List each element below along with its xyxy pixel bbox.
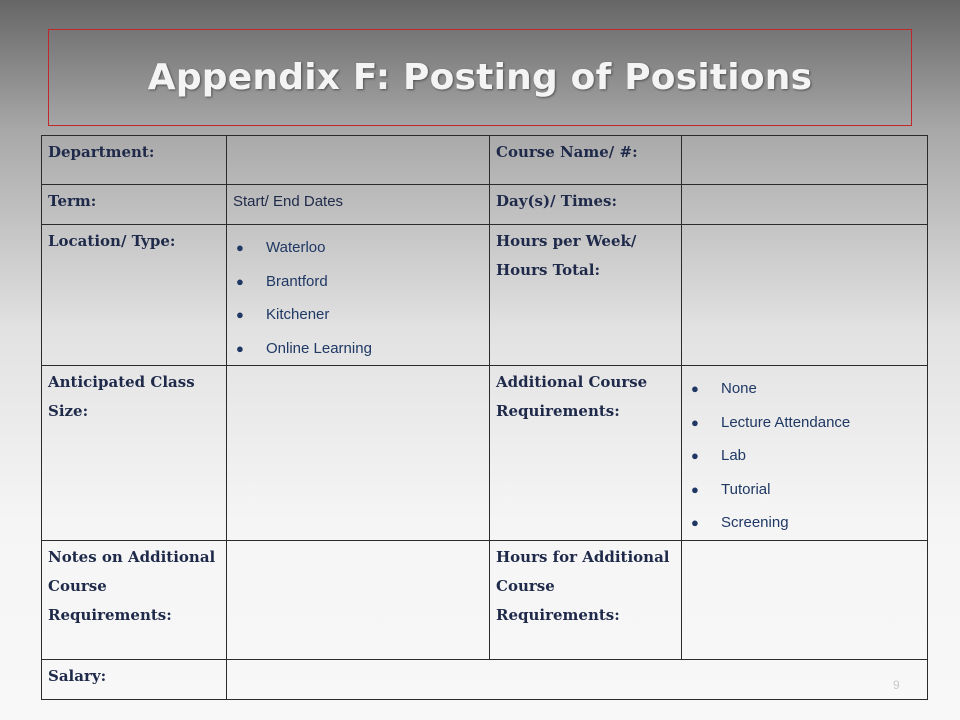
term-label: Term:: [42, 185, 227, 225]
location-option[interactable]: [233, 265, 483, 299]
requirement-option-label: Tutorial: [721, 480, 771, 498]
location-option-label: Waterloo: [266, 239, 326, 256]
bullet-icon: ●: [691, 448, 699, 463]
department-label: Department:: [42, 136, 227, 185]
location-option[interactable]: [233, 231, 483, 265]
location-option-label: Online Learning: [266, 339, 372, 357]
bullet-icon: ●: [691, 481, 699, 497]
requirement-option-label: Screening: [721, 514, 789, 531]
page-number: 9: [893, 678, 900, 692]
bullet-icon: ●: [691, 515, 699, 530]
salary-field[interactable]: [227, 659, 928, 699]
notes-label: Notes on Additional Course Requirements:: [42, 540, 227, 659]
table-row: [42, 185, 928, 225]
days-times-field[interactable]: [682, 185, 928, 225]
bullet-icon: ●: [691, 381, 699, 396]
page-title: Appendix F: Posting of Positions: [147, 57, 813, 98]
bullet-icon: ●: [236, 273, 244, 289]
salary-label: Salary:: [42, 659, 227, 699]
table-row: [42, 540, 928, 659]
table-row: [42, 366, 928, 541]
bullet-icon: ●: [236, 307, 244, 322]
class-size-field[interactable]: [227, 366, 490, 541]
location-options-cell: [227, 225, 490, 366]
hours-additional-label: Hours for Additional Course Requirements:: [490, 540, 682, 659]
requirement-option-label: Lab: [721, 447, 747, 464]
table-row: [42, 225, 928, 366]
course-name-label: Course Name/ #:: [490, 136, 682, 185]
location-option[interactable]: [233, 298, 483, 332]
table-row: [42, 136, 928, 185]
additional-requirements-options-cell: [682, 366, 928, 541]
table-row: [42, 659, 928, 699]
requirement-option[interactable]: [688, 473, 921, 507]
location-option[interactable]: [233, 332, 483, 366]
course-name-field[interactable]: [682, 136, 928, 185]
bullet-icon: ●: [691, 414, 699, 430]
department-field[interactable]: [227, 136, 490, 185]
requirement-option[interactable]: [688, 439, 921, 473]
hours-label: Hours per Week/ Hours Total:: [490, 225, 682, 366]
location-options-list: [233, 227, 483, 365]
days-times-label: Day(s)/ Times:: [490, 185, 682, 225]
requirement-option[interactable]: [688, 406, 921, 440]
bullet-icon: ●: [236, 340, 244, 356]
location-label: Location/ Type:: [42, 225, 227, 366]
hours-additional-field[interactable]: [682, 540, 928, 659]
location-option-label: Brantford: [266, 272, 328, 290]
requirement-option[interactable]: [688, 506, 921, 540]
requirement-option[interactable]: [688, 372, 921, 406]
posting-form-table: [41, 135, 928, 700]
notes-field[interactable]: [227, 540, 490, 659]
additional-requirements-label: Additional Course Requirements:: [490, 366, 682, 541]
class-size-label: Anticipated Class Size:: [42, 366, 227, 541]
location-option-label: Kitchener: [266, 306, 330, 323]
bullet-icon: ●: [236, 240, 244, 255]
term-field[interactable]: Start/ End Dates: [227, 185, 490, 225]
additional-requirements-list: [688, 368, 921, 540]
requirement-option-label: None: [721, 380, 757, 397]
title-box: [48, 29, 912, 126]
hours-field[interactable]: [682, 225, 928, 366]
requirement-option-label: Lecture Attendance: [721, 413, 851, 431]
